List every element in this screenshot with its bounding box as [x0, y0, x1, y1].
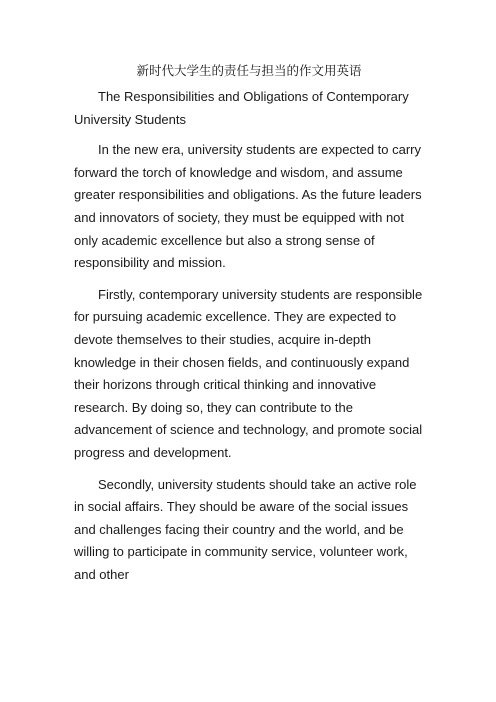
chinese-title: 新时代大学生的责任与担当的作文用英语: [136, 64, 362, 78]
paragraph-intro: In the new era, university students are expected to carry forward the torch of knowledge and wisdom, and assume greater responsibilities and obligations. As the future leaders and innovators of society, they must be equipped with not only academic excellence but also a strong sense of responsibility and mission.: [74, 142, 422, 271]
english-title: The Responsibilities and Obligations of Contemporary University Students: [74, 89, 409, 127]
paragraph-secondly: Secondly, university students should take an active role in social affairs. They should be aware of the social issues and challenges facing their country and the world, and be willing to participate in community service, volunteer work, and other: [74, 476, 417, 582]
paragraph-firstly: Firstly, contemporary university students are responsible for pursuing academic excellence. They are expected to devote themselves to their studies, acquire in-depth knowledge in their chosen fields, and continuously expand their horizons through critical thinking and innovative research. By doing so, they can contribute to the advancement of science and technology, and promote social progress and development.: [74, 286, 423, 460]
document-body: [74, 62, 424, 595]
